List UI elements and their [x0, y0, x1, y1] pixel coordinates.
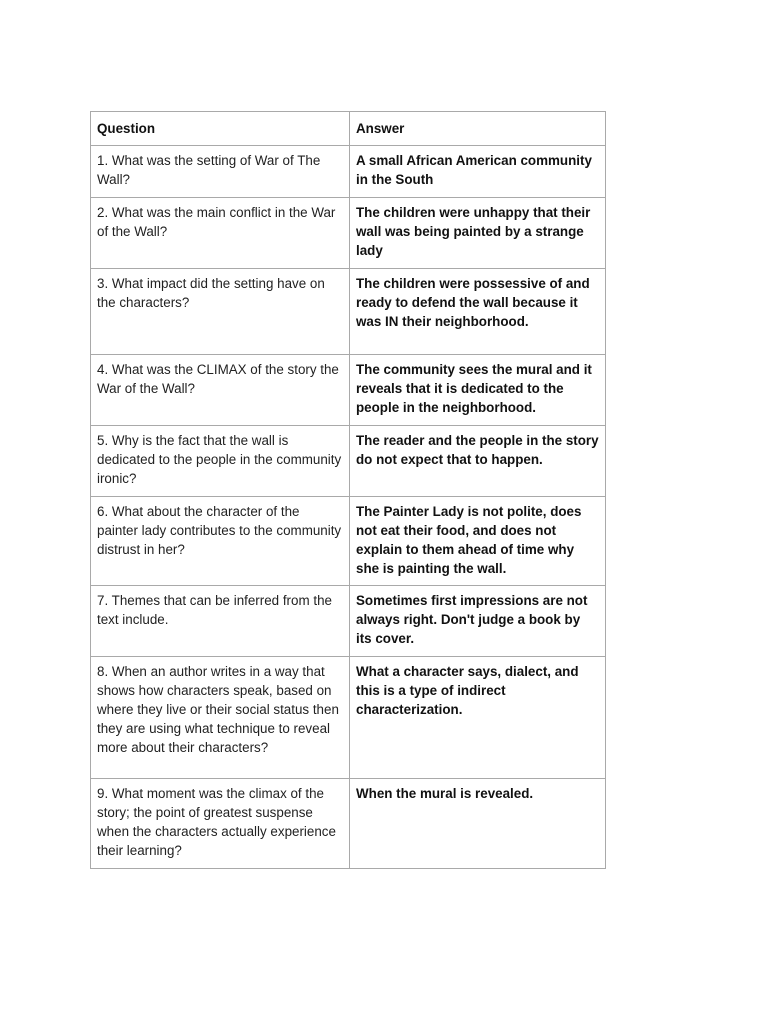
answer-cell: The reader and the people in the story do not expect that to happen.	[350, 426, 606, 497]
answer-cell: The Painter Lady is not polite, does not eat their food, and does not explain to them ahead of time why she is painting the wall.	[350, 497, 606, 586]
answer-cell: The community sees the mural and it reveals that it is dedicated to the people in the neighborhood.	[350, 355, 606, 426]
answer-column-header: Answer	[350, 112, 606, 146]
table-row	[91, 657, 606, 779]
table-row	[91, 586, 606, 657]
table-row	[91, 146, 606, 198]
table-header-row	[91, 112, 606, 146]
question-cell: 7. Themes that can be inferred from the text include.	[91, 586, 350, 657]
answer-cell: A small African American community in the South	[350, 146, 606, 198]
question-cell: 8. When an author writes in a way that shows how characters speak, based on where they live or their social status then they are using what technique to reveal more about their characters?	[91, 657, 350, 779]
table-row	[91, 779, 606, 869]
question-cell: 2. What was the main conflict in the War of the Wall?	[91, 198, 350, 269]
question-cell: 6. What about the character of the painter lady contributes to the community distrust in her?	[91, 497, 350, 586]
question-cell: 5. Why is the fact that the wall is dedicated to the people in the community ironic?	[91, 426, 350, 497]
question-column-header: Question	[91, 112, 350, 146]
table-row	[91, 269, 606, 355]
question-cell: 3. What impact did the setting have on the characters?	[91, 269, 350, 355]
answer-cell: What a character says, dialect, and this is a type of indirect characterization.	[350, 657, 606, 779]
table-row	[91, 497, 606, 586]
question-cell: 4. What was the CLIMAX of the story the War of the Wall?	[91, 355, 350, 426]
answer-cell: The children were possessive of and ready to defend the wall because it was IN their neighborhood.	[350, 269, 606, 355]
answer-cell: Sometimes first impressions are not always right. Don't judge a book by its cover.	[350, 586, 606, 657]
table-row	[91, 198, 606, 269]
answer-cell: The children were unhappy that their wall was being painted by a strange lady	[350, 198, 606, 269]
answer-cell: When the mural is revealed.	[350, 779, 606, 869]
table-row	[91, 355, 606, 426]
question-answer-table	[90, 111, 606, 869]
question-cell: 1. What was the setting of War of The Wall?	[91, 146, 350, 198]
question-cell: 9. What moment was the climax of the story; the point of greatest suspense when the characters actually experience their learning?	[91, 779, 350, 869]
table-row	[91, 426, 606, 497]
